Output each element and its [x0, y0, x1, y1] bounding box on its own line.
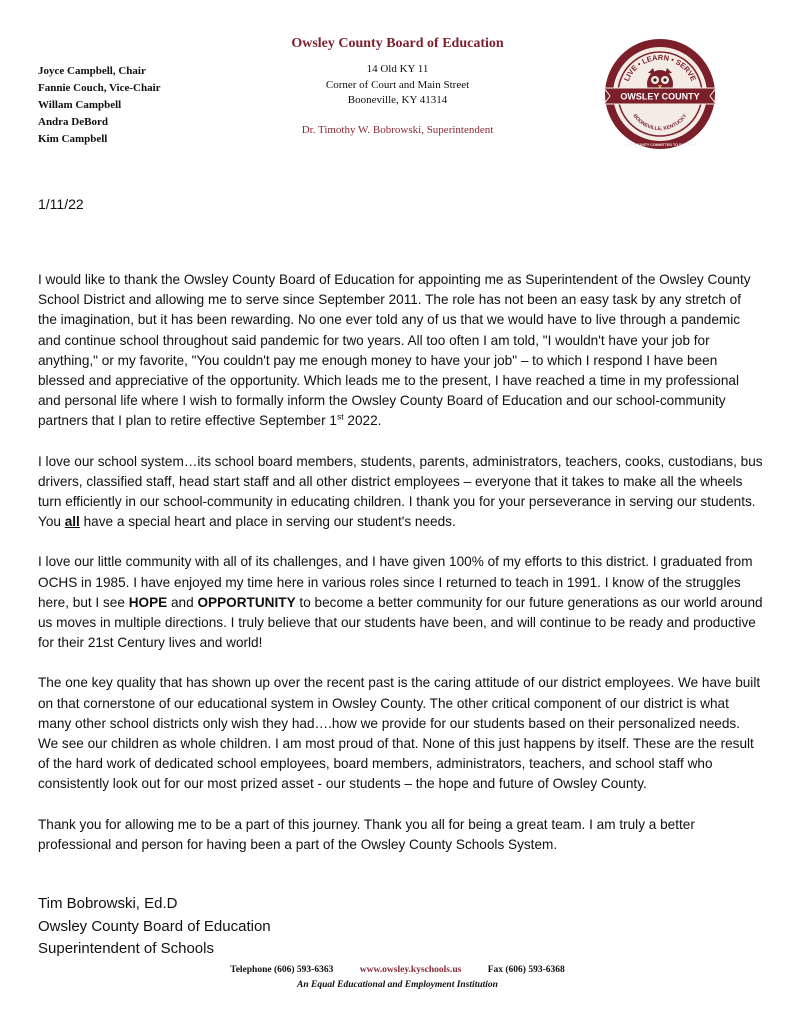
board-member: Joyce Campbell, Chair [38, 65, 146, 77]
board-member: Fannie Couch, Vice-Chair [38, 82, 161, 94]
board-member: Willam Campbell [38, 99, 122, 111]
org-name: Owsley County Board of Education [291, 36, 504, 51]
footer-fax: Fax (606) 593-6368 [487, 965, 565, 975]
paragraph-3: I love our little community with all of its challenges, and I have given 100% of my efforts to this district. I graduated from OCHS in 1985. I have enjoyed my time here in various roles since I returned to teach in 1991. I know of the struggles here, but I see HOPE and OPPORTUNITY to become a better community for our future generations as our world around us moves in multiple directions. I truly believe that our students have been, and will continue to be ready and productive for their 21st Century lives and world! [38, 554, 763, 651]
signer-name: Tim Bobrowski, Ed.D [38, 895, 178, 912]
signature-block [38, 893, 271, 961]
seal-banner-text: OWSLEY COUNTY [620, 91, 700, 102]
seal-bottom-text: BOONEVILLE, KENTUCKY [631, 113, 689, 133]
paragraph-5: Thank you for allowing me to be a part of this journey. Thank you all for being a great team. I am truly a better professional and person for having been a part of the Owsley County Schools System. [38, 816, 695, 852]
paragraph-1: I would like to thank the Owsley County Board of Education for appointing me as Superintendent of the Owsley County School District and allowing me to serve since September 2011. The role has not been an easy task by any stretch of the imagination, but it has been rewarding. No one ever told any of us that we would have to live through a pandemic and continue school throughout said pandemic for two years. All too often I am told, "I wouldn't have your job for anything," or my favorite, "You couldn't pay me enough money to have your job" – to which I respond I have been blessed and appreciative of the opportunity. Which leads me to the present, I have reached a time in my professional and personal life where I wish to formally inform the Owsley County Board of Education and our school-community partners that I plan to retire effective September 1st 2022. [38, 272, 751, 429]
signer-org: Owsley County Board of Education [38, 917, 271, 935]
address-line: 14 Old KY 11 [366, 63, 429, 75]
school-seal-logo [602, 36, 718, 152]
board-member: Kim Campbell [38, 133, 108, 145]
seal-ring-text: A COMMUNITY COMMITTED TO SUCCESS [623, 143, 697, 147]
seal-top-text: LIVE • LEARN • SERVE [621, 52, 699, 83]
footer-contact [0, 965, 795, 975]
letter-body [38, 270, 763, 875]
signer-title: Superintendent of Schools [38, 940, 214, 957]
board-member: Andra DeBord [38, 116, 108, 128]
paragraph-2: I love our school system…its school board members, students, parents, administrators, teachers, cooks, custodians, bus drivers, classified staff, head start staff and all other district employees – everyone that it takes to make all the wheels turn efficiently in our school-community in educating children. I thank you for your perseverance in serving our students. You all have a special heart and place in serving our student's needs. [38, 453, 763, 530]
paragraph-4: The one key quality that has shown up over the recent past is the caring attitude of our district employees. We have built on that cornerstone of our educational system in Owsley County. The other critical component of our district is what many other school districts only wish they had….how we provide for our students based on their personalized needs. We see our children as whole children. I am most proud of that. None of this just happens by itself. These are the result of the hard work of dedicated school employees, board members, administrators, teachers, and school staff who consistently look out for our most prized asset - our students – the hope and future of Owsley County. [38, 675, 761, 792]
footer-tagline: An Equal Educational and Employment Institution [297, 980, 498, 990]
superintendent-line: Dr. Timothy W. Bobrowski, Superintendent [301, 124, 494, 136]
footer-website-link[interactable]: www.owsley.kyschools.us [359, 965, 462, 975]
letter-date: 1/11/22 [38, 196, 84, 212]
address-line: Corner of Court and Main Street [325, 78, 470, 91]
address-line: Booneville, KY 41314 [347, 94, 448, 106]
footer-telephone: Telephone (606) 593-6363 [230, 965, 334, 975]
